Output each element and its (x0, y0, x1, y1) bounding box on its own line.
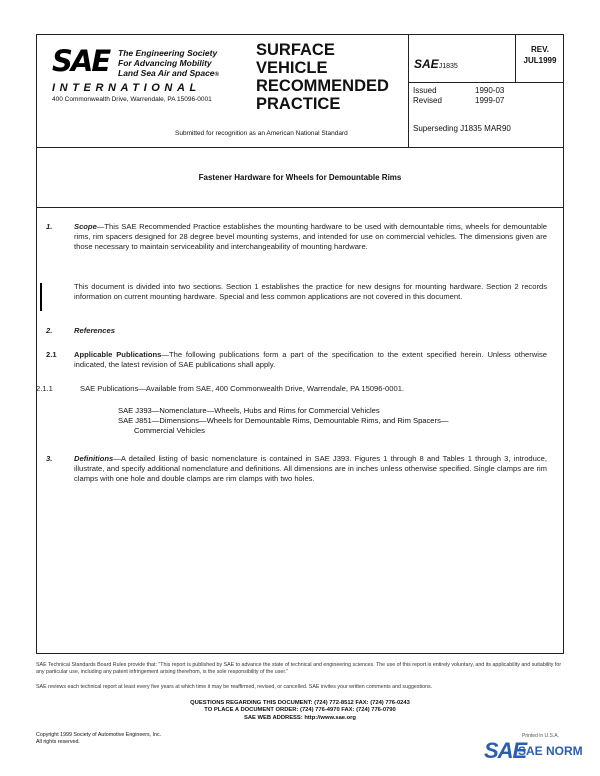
reference-item: SAE J851—Dimensions—Wheels for Demountable Rims, Demountable Rims, and Rim Spacers— (118, 416, 449, 425)
section-applicable-publications: 2.1 Applicable Publications—The following publications form a part of the specification to the extent specified herein. Unless otherwise indicated, the latest revision of SAE publications shall apply. (46, 350, 547, 370)
issue-dates: Issued 1990-03 Revised 1999-07 (413, 86, 505, 105)
sae-logo-mark: SAE (52, 44, 110, 78)
divider (37, 207, 563, 208)
international-label: INTERNATIONAL (52, 82, 201, 94)
submitted-note: Submitted for recognition as an American National Standard (175, 130, 348, 137)
document-number: SAEJ1835 (414, 57, 458, 71)
stamp-logo: SAE (484, 738, 527, 763)
reference-item-continuation: Commercial Vehicles (134, 426, 205, 435)
contact-info: QUESTIONS REGARDING THIS DOCUMENT: (724) 772-8512 FAX: (724) 776-0243 TO PLACE A DOCUMENT ORDER: (724) 776-4970 FAX: (724) 776-0790 SAE WEB ADDRESS: http://www.sae.org (190, 700, 410, 721)
revision-box: REV. JUL1999 (523, 45, 557, 65)
supersedes-note: Superseding J1835 MAR90 (413, 124, 511, 133)
sae-address: 400 Commonwealth Drive, Warrendale, PA 15096-0001 (52, 96, 212, 103)
divider (408, 35, 409, 147)
reference-item: SAE J393—Nomenclature—Wheels, Hubs and Rims for Commercial Vehicles (118, 406, 380, 415)
footer-board-rules: SAE Technical Standards Board Rules provide that: "This report is published by SAE to advance the state of technical and engineering sciences. The use of this report is entirely voluntary, and its applicability and suitability for any particular use, including any patent infringement arising therefrom, is the sole responsibility of the user." (36, 662, 562, 675)
document-title: Fastener Hardware for Wheels for Demountable Rims (198, 173, 402, 182)
copyright: Copyright 1999 Society of Automotive Engineers, Inc. All rights reserved. (36, 732, 162, 745)
sae-tagline: The Engineering Society For Advancing Mobility Land Sea Air and Space® (118, 48, 219, 78)
divider (37, 147, 563, 148)
footer-review-note: SAE reviews each technical report at least every five years at which time it may be reaffirmed, revised, or cancelled. SAE invites your written comments and suggestions. (36, 684, 433, 690)
change-bar (40, 283, 42, 311)
sae-norm-stamp (484, 733, 594, 766)
section-scope: 1. Scope—This SAE Recommended Practice establishes the mounting hardware to be used with demountable rims, wheels for demountable rims, rim spacers designed for 28 degree bevel mounting systems, and intended for use on commercial vehicles. The dimensions given are those necessary to maintain serviceability and interchangeability of mounting hardware. (46, 222, 547, 252)
printed-note: Printed in U.S.A. (522, 733, 559, 739)
section-definitions: 3. Definitions—A detailed listing of basic nomenclature is contained in SAE J393. Figures 1 through 8 and Tables 1 through 3, introduce, illustrate, and specify additional nomenclature and definitions. All dimensions are in inches unless otherwise specified. Single clamps are rim clamps with one hole and double clamps are rim clamps with two holes. (46, 454, 547, 484)
section-sae-publications: 2.1.1 SAE Publications—Available from SAE, 400 Commonwealth Drive, Warrendale, PA 15096-0001. (36, 384, 405, 393)
stamp-text: SAE NORM (518, 744, 583, 758)
divider (408, 82, 563, 83)
document-type: SURFACE VEHICLE RECOMMENDED PRACTICE (256, 41, 389, 113)
section-references: 2. References (46, 326, 115, 335)
section-scope-paragraph: This document is divided into two sections. Section 1 establishes the practice for new designs for mounting hardware. Section 2 records information on current mounting hardware. Special and less common applications are not covered in this document. (74, 282, 547, 302)
